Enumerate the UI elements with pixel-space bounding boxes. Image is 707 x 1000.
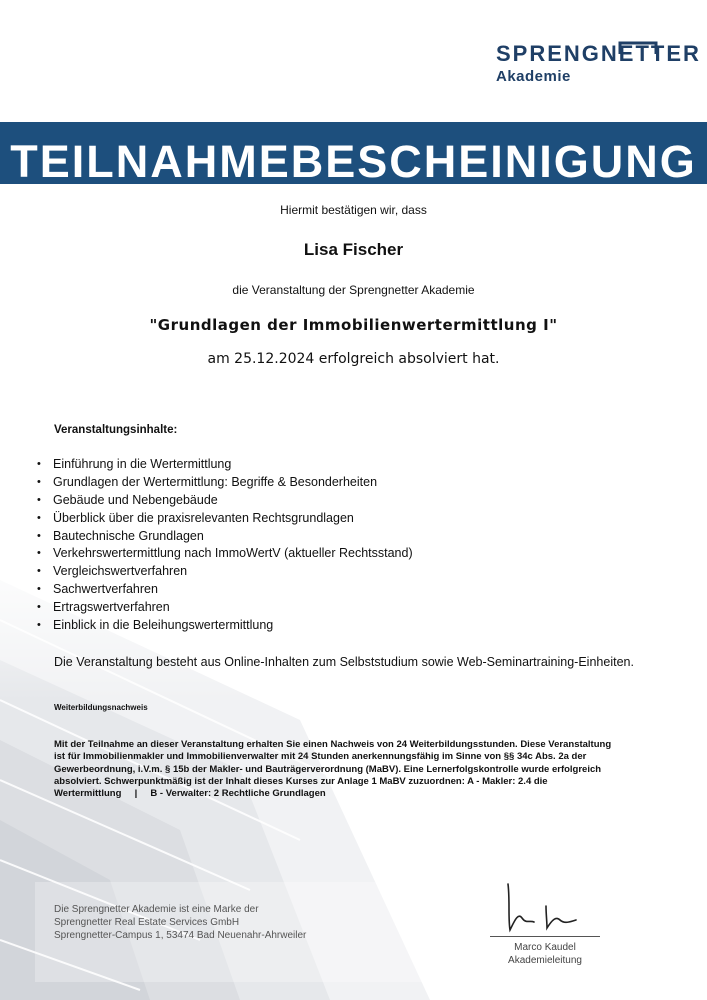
contents-heading: Veranstaltungsinhalte: bbox=[54, 424, 178, 436]
format-note: Die Veranstaltung besteht aus Online-Inhalten zum Selbststudium sowie Web-Seminartraining-Einheiten. bbox=[54, 655, 634, 669]
list-item bbox=[36, 528, 413, 546]
signature-line bbox=[490, 936, 600, 937]
certificate-title: TEILNAHMEBESCHEINIGUNG bbox=[10, 136, 697, 184]
footer-line: Sprengnetter-Campus 1, 53474 Bad Neuenahr-Ahrweiler bbox=[54, 930, 307, 941]
signer-role: Akademieleitung bbox=[508, 955, 582, 966]
topic-text: Bautechnische Grundlagen bbox=[53, 528, 204, 543]
signer-name: Marco Kaudel bbox=[514, 942, 576, 953]
list-item bbox=[36, 581, 413, 599]
participant-name: Lisa Fischer bbox=[303, 240, 404, 259]
training-line: ist für Immobilienmakler und Immobilienverwalter mit 24 Stunden anerkennungsfähig im Sinne von §§ 34c Abs. 2a der bbox=[54, 751, 587, 763]
list-item bbox=[36, 510, 413, 528]
topic-text: Gebäude und Nebengebäude bbox=[53, 492, 218, 507]
list-item bbox=[36, 545, 413, 563]
topic-text: Sachwertverfahren bbox=[53, 582, 158, 597]
sprengnetter-logo bbox=[496, 42, 701, 86]
list-item bbox=[36, 599, 413, 617]
footer-line: Sprengnetter Real Estate Services GmbH bbox=[54, 917, 240, 928]
bullet-icon: • bbox=[37, 475, 41, 488]
list-item bbox=[36, 492, 413, 510]
company-address bbox=[54, 903, 306, 942]
intro-text: Hiermit bestätigen wir, dass bbox=[280, 203, 427, 217]
course-title: "Grundlagen der Immobilienwertermittlung I" bbox=[149, 316, 558, 334]
event-line: die Veranstaltung der Sprengnetter Akademie bbox=[232, 283, 475, 297]
bullet-icon: • bbox=[37, 493, 41, 506]
title-banner bbox=[0, 122, 707, 184]
logo-brand: SPRENGNETTER bbox=[496, 41, 701, 66]
training-text bbox=[54, 739, 664, 800]
bullet-icon: • bbox=[37, 583, 41, 596]
training-line: Mit der Teilnahme an dieser Veranstaltung erhalten Sie einen Nachweis von 24 Weiterbildungsstunden. Diese Veranstaltung bbox=[54, 739, 612, 750]
logo-bracket-mark bbox=[616, 40, 660, 56]
completion-text: am 25.12.2024 erfolgreich absolviert hat. bbox=[207, 351, 500, 367]
bullet-icon: • bbox=[37, 529, 41, 542]
bullet-icon: • bbox=[37, 511, 41, 524]
bullet-icon: • bbox=[37, 619, 41, 632]
topic-text: Ertragswertverfahren bbox=[53, 600, 170, 615]
bullet-icon: • bbox=[37, 458, 41, 470]
list-item bbox=[36, 456, 413, 474]
training-line: Wertermittlung | B - Verwalter: 2 Rechtliche Grundlagen bbox=[54, 788, 326, 800]
training-line: Gewerbeordnung, i.V.m. § 15b der Makler- und Bauträgerverordnung (MaBV). Eine Lernerfolgskontrolle wurde erfolgreich bbox=[54, 763, 602, 775]
topic-text: Einführung in die Wertermittlung bbox=[53, 457, 232, 471]
logo-sub: Akademie bbox=[496, 68, 571, 85]
bullet-icon: • bbox=[37, 565, 41, 578]
bullet-icon: • bbox=[37, 547, 41, 560]
topic-text: Grundlagen der Wertermittlung: Begriffe & Besonderheiten bbox=[53, 474, 378, 489]
topic-text: Überblick über die praxisrelevanten Rechtsgrundlagen bbox=[53, 510, 354, 525]
training-heading: Weiterbildungsnachweis bbox=[54, 703, 148, 712]
list-item bbox=[36, 617, 413, 635]
signature-graphic bbox=[500, 880, 595, 938]
signer-block bbox=[480, 941, 610, 967]
list-item bbox=[36, 563, 413, 581]
training-line: absolviert. Schwerpunktmäßig ist der Inhalt dieses Kurses zur Anlage 1 MaBV zuzuordnen: A - Makler: 2.4 die bbox=[54, 775, 548, 787]
topic-text: Verkehrswertermittlung nach ImmoWertV (aktueller Rechtsstand) bbox=[53, 546, 413, 561]
list-item bbox=[36, 474, 413, 492]
topic-text: Einblick in die Beleihungswertermittlung bbox=[53, 618, 274, 633]
topic-list bbox=[36, 456, 413, 635]
topic-text: Vergleichswertverfahren bbox=[53, 564, 188, 579]
footer-line: Die Sprengnetter Akademie ist eine Marke der bbox=[54, 904, 259, 915]
bullet-icon: • bbox=[37, 601, 41, 614]
